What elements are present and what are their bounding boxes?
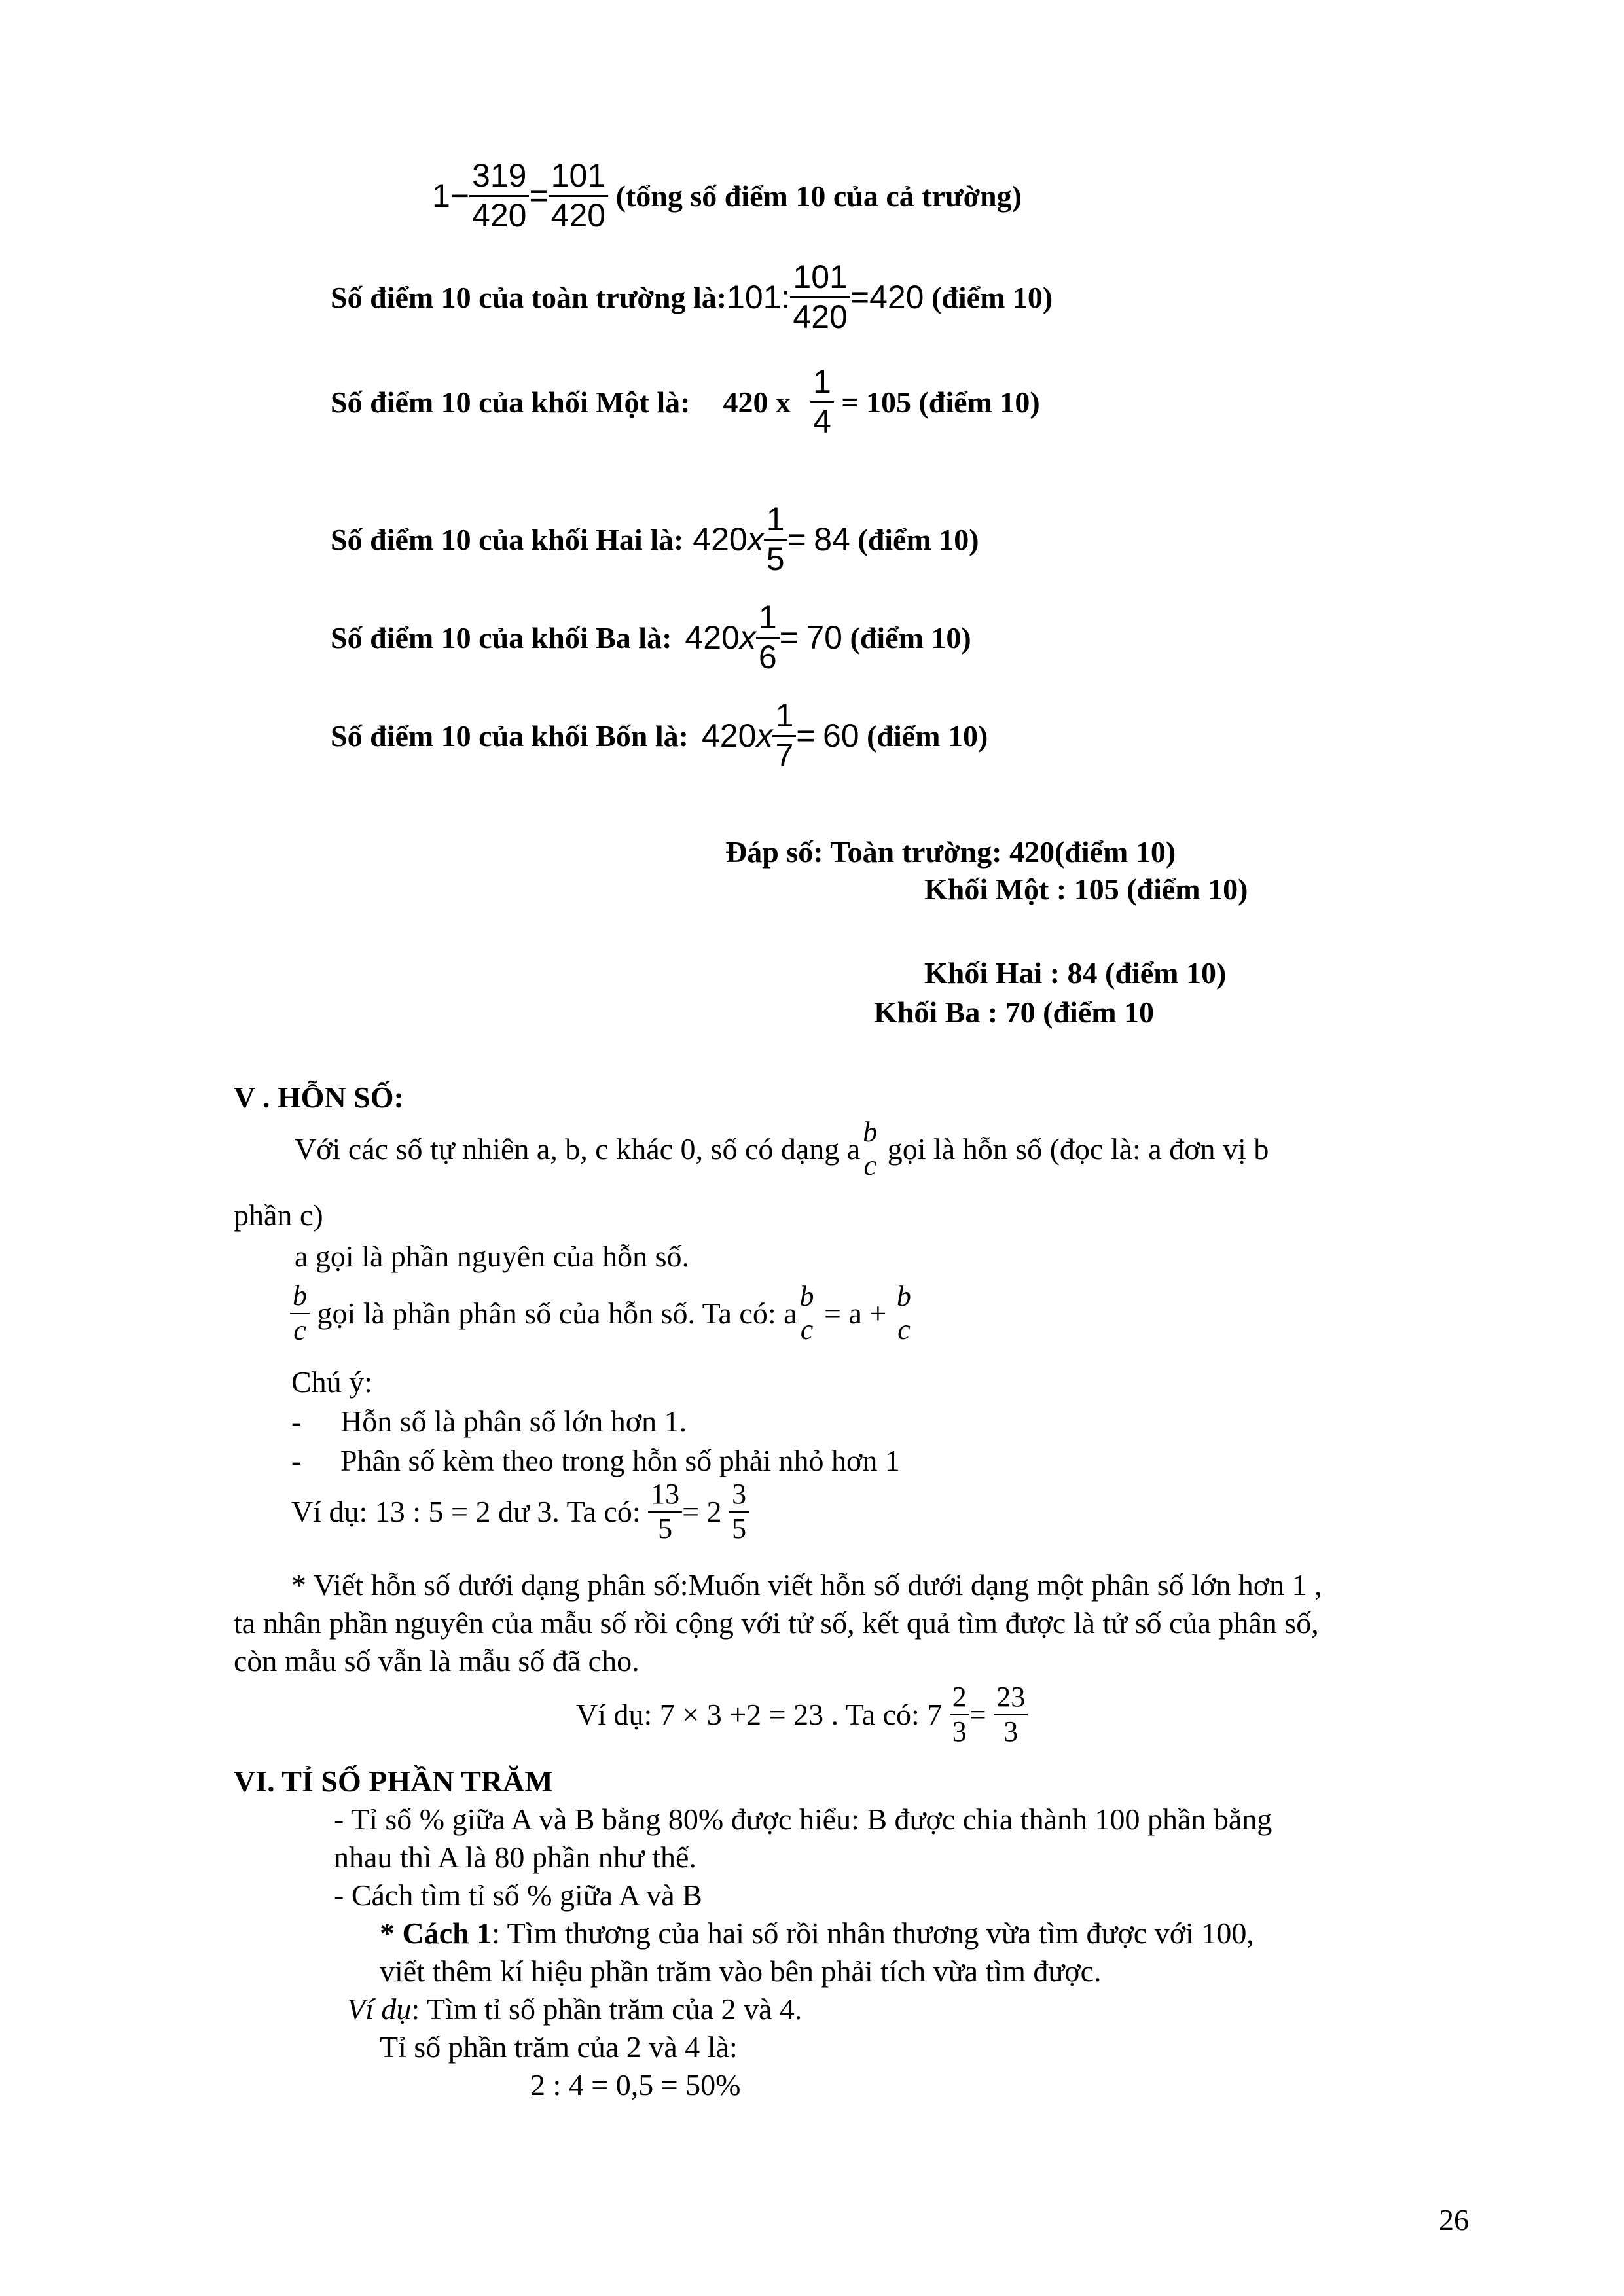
method-1-cont: viết thêm kí hiệu phần trăm vào bên phải tích vừa tìm được. <box>380 1954 1102 1988</box>
eq5-f-num: 1 <box>756 599 780 639</box>
eq6-lhs: 420 <box>702 717 757 754</box>
s5-p3-num3: b <box>896 1280 911 1312</box>
answer-line-4: Khối Ba : 70 (điểm 10 <box>874 996 1155 1029</box>
eq5-times: x <box>739 619 756 656</box>
eq1-f1-num: 319 <box>469 157 529 197</box>
note-item-2 <box>291 1443 900 1478</box>
eq5-equals: = <box>779 619 799 656</box>
s5-p1-after: gọi là hỗn số (đọc là: a đơn vị b <box>887 1132 1269 1166</box>
eq5-result: 70 <box>806 619 842 656</box>
eq2-fraction <box>790 259 850 336</box>
eq2-label: Số điểm 10 của toàn trường là: <box>331 280 727 314</box>
ex2-fraction-1 <box>950 1681 969 1748</box>
eq3-label: Số điểm 10 của khối Một là: <box>331 385 691 419</box>
s5-p1-den: c <box>863 1149 876 1181</box>
equation-line-5 <box>331 599 971 676</box>
section-5-para-1-cont: phần c) <box>234 1198 323 1232</box>
eq2-equals: = <box>850 279 870 315</box>
eq1-minus: − <box>450 177 470 214</box>
eq1-f2-num: 101 <box>549 157 608 197</box>
s5-p3-fraction-2 <box>797 1280 817 1346</box>
equation-line-1 <box>432 157 1022 234</box>
eq3-f-num: 1 <box>810 363 834 403</box>
s5-p3-text: gọi là phần phân số của hỗn số. Ta có: a <box>317 1297 797 1331</box>
eq4-equals: = <box>787 521 806 558</box>
eq4-result: 84 <box>814 521 850 558</box>
equation-line-2 <box>331 259 1053 336</box>
method-1-label: * Cách 1 <box>380 1916 492 1950</box>
ex2-den2: 3 <box>1003 1715 1019 1748</box>
eq6-unit: (điểm 10) <box>867 719 988 753</box>
section-6-answer-1: Tỉ số phần trăm của 2 và 4 là: <box>380 2030 738 2064</box>
s5-p3-fraction-3 <box>894 1280 914 1346</box>
conversion-line-3: còn mẫu số vẫn là mẫu số đã cho. <box>234 1644 640 1677</box>
s5-p1-before: Với các số tự nhiên a, b, c khác 0, số có dạng a <box>295 1132 861 1166</box>
eq1-f1-den: 420 <box>472 196 527 234</box>
note-1-text: Hỗn số là phân số lớn hơn 1. <box>340 1405 687 1438</box>
equation-line-6 <box>331 697 988 774</box>
section-6-para-1a: - Tỉ số % giữa A và B bằng 80% được hiểu: B được chia thành 100 phần bằng <box>334 1803 1272 1836</box>
s5-p3-den3: c <box>897 1313 911 1346</box>
example-2 <box>576 1681 1028 1748</box>
eq1-text: (tổng số điểm 10 của cả trường) <box>615 179 1022 213</box>
eq2-f-den: 420 <box>793 298 848 335</box>
page-number: 26 <box>1439 2203 1469 2236</box>
eq4-lhs: 420 <box>693 521 748 558</box>
section-5-para-2: a gọi là phần nguyên của hỗn số. <box>295 1240 689 1273</box>
eq1-whole: 1 <box>432 177 450 214</box>
eq4-fraction <box>764 501 787 578</box>
s5-p3-num: b <box>290 1280 310 1314</box>
eq4-label: Số điểm 10 của khối Hai là: <box>331 522 684 556</box>
eq1-f2-den: 420 <box>550 196 606 234</box>
s5-p3-num2: b <box>799 1280 814 1312</box>
eq3-f-den: 4 <box>812 403 831 440</box>
s5-p3-den: c <box>293 1314 306 1346</box>
conversion-line-1: * Viết hỗn số dưới dạng phân số:Muốn viết hỗn số dưới dạng một phân số lớn hơn 1 , <box>291 1568 1322 1602</box>
eq4-f-den: 5 <box>766 540 785 577</box>
ex2-num2: 23 <box>994 1681 1028 1715</box>
eq5-unit: (điểm 10) <box>850 620 971 655</box>
ex2-den: 3 <box>952 1715 967 1748</box>
section-5-para-1 <box>295 1116 1269 1182</box>
answer-line-3: Khối Hai : 84 (điểm 10) <box>924 956 1227 990</box>
ex1-mid: = 2 <box>682 1495 722 1529</box>
s5-p3-den2: c <box>800 1313 814 1346</box>
section-5-para-3 <box>290 1280 914 1347</box>
method-1-text: : Tìm thương của hai số rồi nhân thương vừa tìm được với 100, <box>492 1916 1254 1950</box>
example-1 <box>291 1478 749 1545</box>
ex2-num: 2 <box>950 1681 969 1715</box>
section-6-para-1b: nhau thì A là 80 phần như thế. <box>334 1840 696 1874</box>
section-6-para-2: - Cách tìm tỉ số % giữa A và B <box>334 1878 702 1912</box>
eq5-lhs: 420 <box>685 619 740 656</box>
section-5-heading: V . HỖN SỐ: <box>234 1081 404 1114</box>
ex1-den2: 5 <box>732 1512 747 1545</box>
section-6-heading: VI. TỈ SỐ PHẦN TRĂM <box>234 1765 553 1798</box>
equation-line-4 <box>331 501 979 578</box>
answer-line-1: Đáp số: Toàn trường: 420(điểm 10) <box>725 835 1176 869</box>
conversion-line-2: ta nhân phần nguyên của mẫu số rồi cộng với tử số, kết quả tìm được là tử số của phân số, <box>234 1606 1319 1640</box>
eq4-unit: (điểm 10) <box>857 522 979 556</box>
note-2-text: Phân số kèm theo trong hỗn số phải nhỏ hơn 1 <box>340 1444 900 1477</box>
eq4-f-num: 1 <box>764 501 787 541</box>
section-6-answer-2: 2 : 4 = 0,5 = 50% <box>530 2068 741 2102</box>
section-6-example <box>347 1992 802 2026</box>
eq6-f-num: 1 <box>772 697 796 737</box>
ex1-den: 5 <box>658 1512 673 1545</box>
s6-ex-label: Ví dụ <box>347 1992 412 2026</box>
eq4-times: x <box>747 521 764 558</box>
note-1-dash: - <box>291 1405 302 1438</box>
s6-ex-text: : Tìm tỉ số phần trăm của 2 và 4. <box>411 1992 803 2026</box>
ex1-text: Ví dụ: 13 : 5 = 2 dư 3. Ta có: <box>291 1495 641 1529</box>
eq2-f-num: 101 <box>790 259 850 298</box>
ex2-fraction-2 <box>994 1681 1028 1748</box>
method-1 <box>380 1916 1254 1950</box>
eq1-fraction-1 <box>469 157 529 234</box>
s5-p1-fraction <box>860 1116 880 1182</box>
ex1-num2: 3 <box>729 1478 749 1513</box>
ex1-fraction-1 <box>648 1478 682 1545</box>
eq3-lhs: 420 x <box>723 385 791 419</box>
eq2-unit: (điểm 10) <box>931 280 1053 314</box>
eq6-equals: = <box>796 717 816 754</box>
eq6-label: Số điểm 10 của khối Bốn là: <box>331 719 689 753</box>
eq2-result: 420 <box>869 279 924 315</box>
equation-line-3 <box>331 363 1040 440</box>
s5-p3-mid: = a + <box>824 1297 887 1331</box>
eq5-label: Số điểm 10 của khối Ba là: <box>331 620 672 655</box>
note-2-dash: - <box>291 1444 302 1477</box>
eq3-fraction <box>810 363 834 440</box>
answer-line-2: Khối Một : 105 (điểm 10) <box>924 872 1248 906</box>
eq5-f-den: 6 <box>758 638 777 675</box>
eq6-f-den: 7 <box>775 736 794 774</box>
eq6-fraction <box>772 697 796 774</box>
ex1-fraction-2 <box>729 1478 749 1545</box>
ex2-text: Ví dụ: 7 × 3 +2 = 23 . Ta có: 7 <box>576 1698 943 1732</box>
note-title: Chú ý: <box>291 1365 372 1399</box>
eq2-op: : <box>781 279 791 315</box>
eq3-rest: = 105 (điểm 10) <box>841 385 1040 419</box>
ex1-num: 13 <box>648 1478 682 1513</box>
eq1-fraction-2 <box>549 157 608 234</box>
ex2-eq: = <box>969 1698 986 1732</box>
eq6-times: x <box>756 717 773 754</box>
note-item-1 <box>291 1404 687 1439</box>
eq2-lhs: 101 <box>727 279 782 315</box>
s5-p3-fraction-1 <box>290 1280 310 1347</box>
eq1-equals: = <box>529 177 549 214</box>
s5-p1-num: b <box>863 1116 878 1148</box>
eq5-fraction <box>756 599 780 676</box>
eq6-result: 60 <box>822 717 859 754</box>
